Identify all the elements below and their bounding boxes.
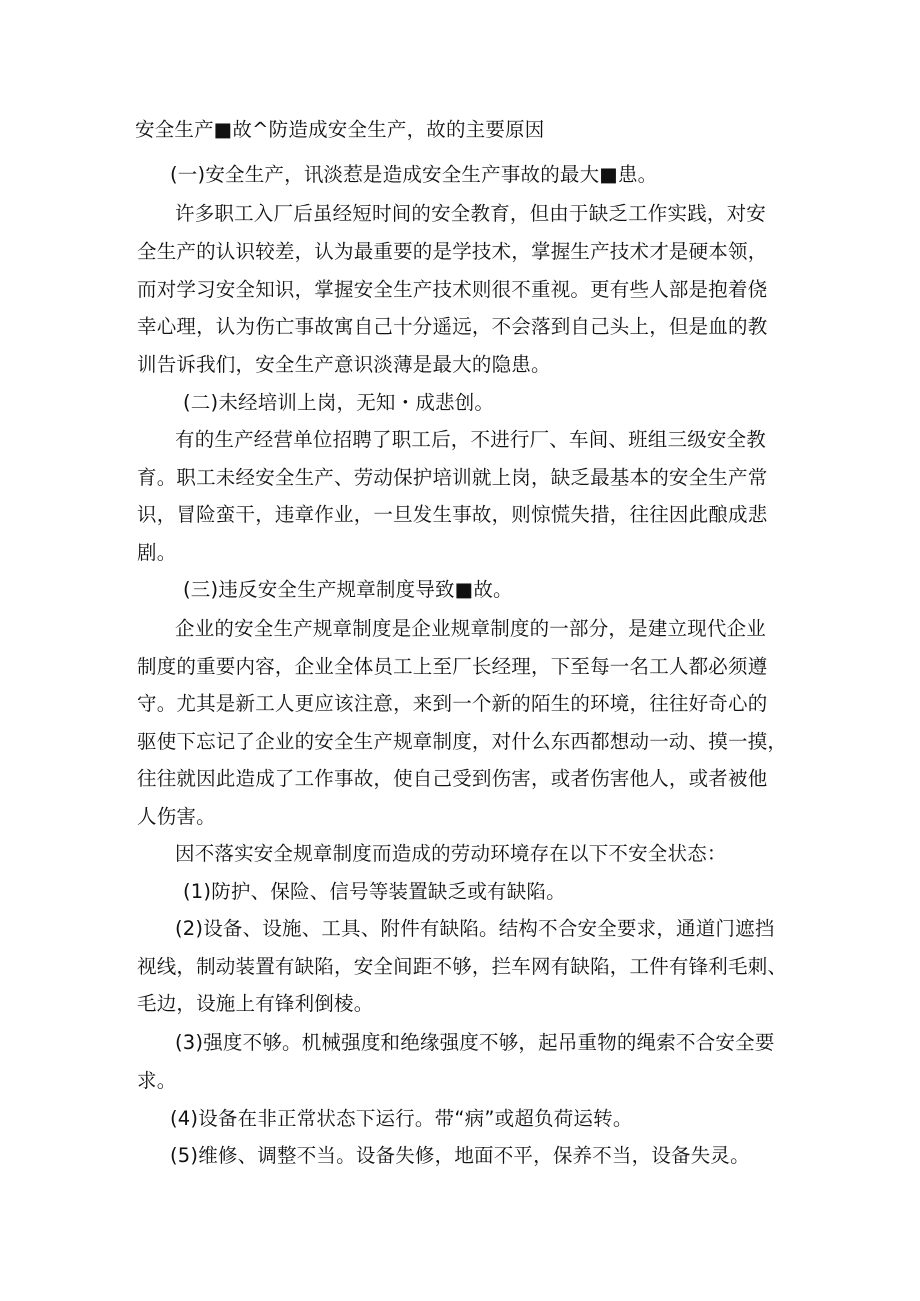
paragraph-line: 往往就因此造成了工作事故，使自己受到伤害，或者伤害他人，或者被他	[137, 767, 768, 790]
list-item: (1)防护、保险、信号等装置缺乏或有缺陷。	[183, 880, 566, 903]
section-heading-3: (三)违反安全生产规章制度导致■故。	[183, 578, 513, 601]
paragraph-line: 育。职工未经安全生产、劳动保护培训就上岗，缺乏最基本的安全生产常	[137, 466, 768, 489]
paragraph-line: 毛边，设施上有锋利倒棱。	[137, 992, 374, 1015]
paragraph-line: 因不落实安全规章制度而造成的劳动环境存在以下不安全状态：	[175, 842, 727, 865]
paragraph-line: 守。尤其是新工人更应该注意，来到一个新的陌生的环境，往往好奇心的	[137, 692, 768, 715]
paragraph-line: 幸心理，认为伤亡事故寓自己十分遥远，不会落到自己头上，但是血的教	[137, 315, 768, 338]
list-item: (2)设备、设施、工具、附件有缺陷。结构不合安全要求，通道门遮挡	[175, 917, 775, 940]
list-item: (4)设备在非正常状态下运行。带“病”或超负荷运转。	[170, 1107, 633, 1130]
paragraph-line: 制度的重要内容，企业全体员工上至厂长经理，下至每一名工人都必须遵	[137, 655, 768, 678]
section-heading-2: (二)未经培训上岗，无知・成悲创。	[183, 391, 495, 414]
list-item: (3)强度不够。机械强度和绝缘强度不够，起吊重物的绳索不合安全要	[175, 1031, 775, 1054]
document-title: 安全生产■故^防造成安全生产，故的主要原因	[135, 118, 545, 141]
paragraph-line: 求。	[137, 1069, 177, 1092]
paragraph-line: 全生产的认识较差，认为最重要的是学技术，掌握生产技术才是硬本领，	[137, 240, 768, 263]
paragraph-line: 有的生产经营单位招聘了职工后，不进行厂、车间、班组三级安全教	[175, 428, 767, 451]
paragraph-line: 驱使下忘记了企业的安全生产规章制度，对什么东西都想动一动、摸一摸，	[137, 730, 788, 753]
paragraph-line: 视线，制动装置有缺陷，安全间距不够，拦车网有缺陷，工件有锋利毛刺、	[137, 955, 788, 978]
paragraph-line: 企业的安全生产规章制度是企业规章制度的一部分，是建立现代企业	[175, 617, 767, 640]
paragraph-line: 剧。	[137, 541, 177, 564]
list-item: (5)维修、调整不当。设备失修，地面不平，保养不当，设备失灵。	[170, 1144, 750, 1167]
paragraph-line: 而对学习安全知识，掌握安全生产技术则很不重视。更有些人部是抱着侥	[137, 278, 768, 301]
paragraph-line: 许多职工入厂后虽经短时间的安全教育，但由于缺乏工作实践，对安	[175, 202, 767, 225]
section-heading-1: (一)安全生产，讯淡惹是造成安全生产事故的最大■患。	[170, 163, 658, 186]
paragraph-line: 识，冒险蛮干，违章作业，一旦发生事故，则惊慌失措，往往因此酿成悲	[137, 503, 768, 526]
paragraph-line: 人伤害。	[137, 805, 216, 828]
paragraph-line: 训告诉我们，安全生产意识淡薄是最大的隐患。	[137, 353, 551, 376]
